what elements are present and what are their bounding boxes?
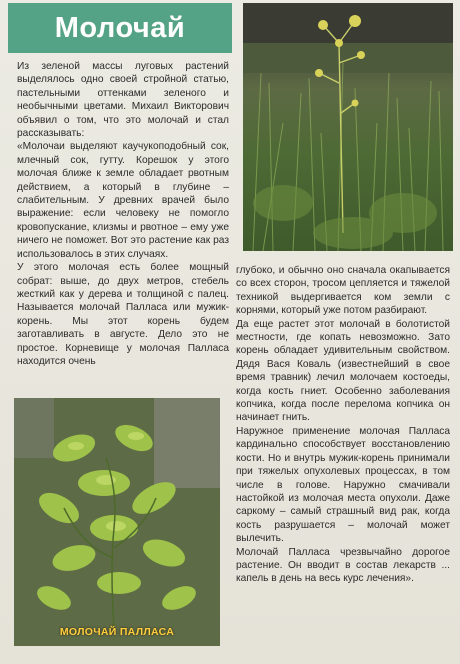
paragraph: У этого молочая есть более мощный собрат: выше, до двух метров, стебель жесткий как у дерева и толщиной с палец. Называется молочай Палласа или мужик-корень. Мы этот корень будем заготавливать в августе. Дело это не простое. Корневище у молочая Палласа находится очень [17, 262, 229, 367]
title-banner [8, 3, 232, 53]
article-column-left [17, 60, 229, 368]
paragraph: глубоко, и обычно оно сначала окапывается со всех сторон, тросом цепляется и тяжелой техникой выдергивается ком земли с корнями, который уже потом разбирают. [236, 265, 450, 317]
euphorbia-photo-graphic [14, 398, 220, 646]
photo-euphorbia-pallasii [14, 398, 220, 646]
paragraph: Из зеленой массы луговых растений выделялось одно своей стройной статью, пастельными оттенками зеленого и необычными цветами. Михаил Викторович объявил о том, что это молочай и стал рассказывать: [17, 61, 229, 140]
paragraph: «Молочаи выделяют каучукоподобный сок, млечный сок, гутту. Корешок у этого молочая ближе к земле обладает рвотным действием, а который в глубине – слабительным. У древних врачей было выражение: если человеку не помогло кровопускание, клизмы и рвотное – ему уже ничего не поможет. Вот это растение как раз использовалось в этих случаях. [17, 141, 229, 260]
article-title: Молочай [54, 11, 186, 44]
meadow-photo-graphic [243, 3, 453, 251]
photo-meadow-euphorbia [243, 3, 453, 251]
photo-caption: МОЛОЧАЙ ПАЛЛАСА [59, 626, 175, 638]
paragraph: Наружное применение молочая Палласа кардинально способствует восстановлению кости. Но и внутрь мужик-корень принимали при тяжелых опухолевых процессах, в том числе в голове. Наружно смачивали настойкой из молочая места опухоли. Даже саркому – самый страшный вид рак, когда кость разрушается – молочай может вылечить. [236, 425, 450, 545]
paragraph: Молочай Палласа чрезвычайно дорогое растение. Он вводит в состав лекарств ... капель в день на весь курс лечения». [236, 546, 450, 585]
paragraph: Да еще растет этот молочай в болотистой местности, где копать невозможно. Зато корень обладает удивительным свойством. Дядя Вася Коваль (известнейший в свое время травник) лечил молочаем костоеды, когда кость гниет. Особенно заболевания копчика, когда после перелома копчика он начинает гнить. [236, 318, 450, 424]
article-column-right [236, 264, 450, 586]
